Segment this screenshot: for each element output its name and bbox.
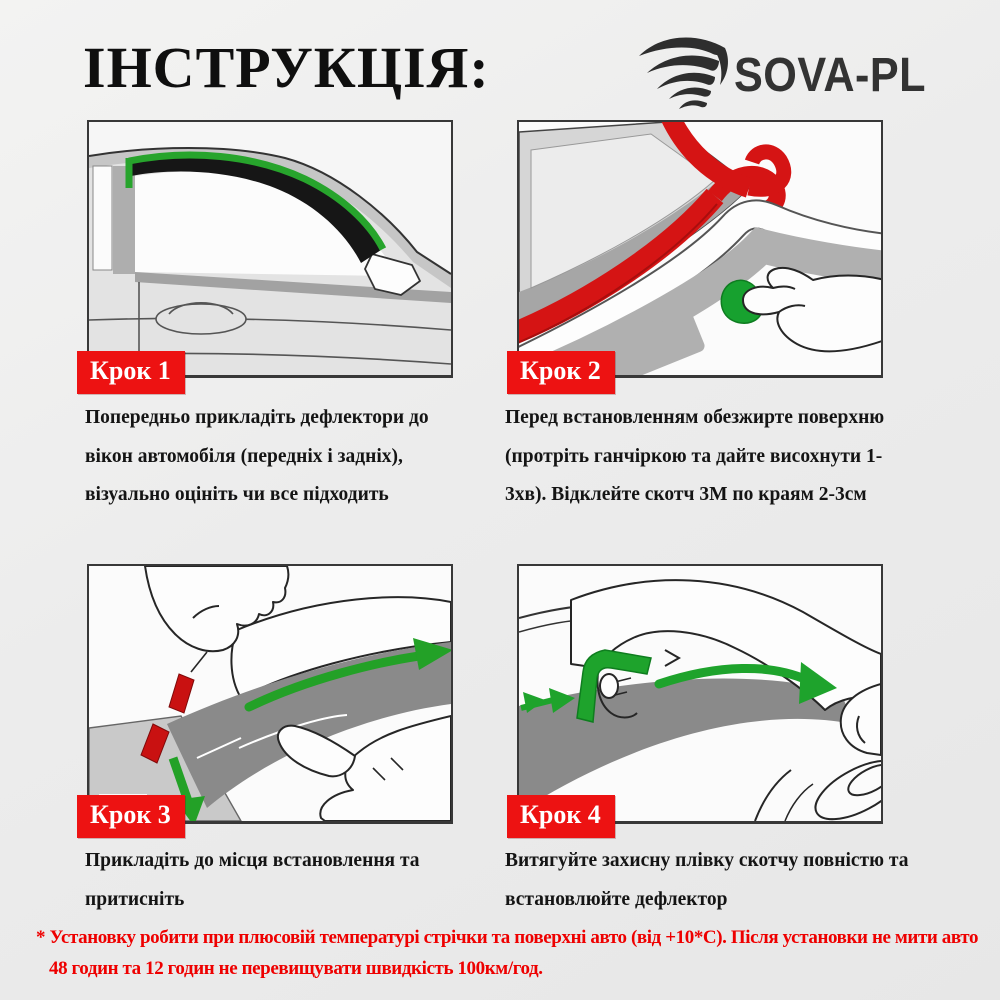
illustration-step-4: [517, 564, 883, 824]
step-1-description: Попередньо прикладіть дефлектори до вікон автомобіля (передніх і задніх), візуально оцініть чи все підходить: [85, 407, 429, 505]
step-2-badge: Крок 2: [507, 351, 615, 394]
illustration-step-3: [87, 564, 453, 824]
brand-name: SOVA-PL: [734, 48, 926, 102]
step-3-description: Прикладіть до місця встановлення та притисніть: [85, 850, 420, 910]
illustration-step-1: [87, 120, 453, 378]
wing-icon: [630, 32, 732, 112]
step-1-badge: Крок 1: [77, 351, 185, 394]
brand-logo: [630, 32, 947, 112]
step-3-badge: Крок 3: [77, 795, 185, 838]
car-door-drawing: [89, 122, 451, 375]
pull-film-drawing: [519, 566, 881, 821]
step-2-description: Перед встановленням обезжирте поверхню (протріть ганчіркою та дайте висохнути 1-3хв). Відклейте скотч 3М по краям 2-3см: [505, 407, 885, 505]
tape-peel-drawing: [519, 122, 881, 375]
step-4-description: Витягуйте захисну плівку скотчу повністю та встановлюйте дефлектор: [505, 850, 909, 910]
step-4-badge: Крок 4: [507, 795, 615, 838]
illustration-step-2: [517, 120, 883, 378]
page-title: ІНСТРУКЦІЯ:: [83, 35, 490, 100]
installation-warning-note: * Установку робити при плюсовій температурі стрічки та поверхні авто (від +10*С). Після установки не мити авто 48 годин та 12 годин не перевищувати швидкість 100км/год.: [36, 927, 979, 979]
press-deflector-drawing: [89, 566, 451, 821]
